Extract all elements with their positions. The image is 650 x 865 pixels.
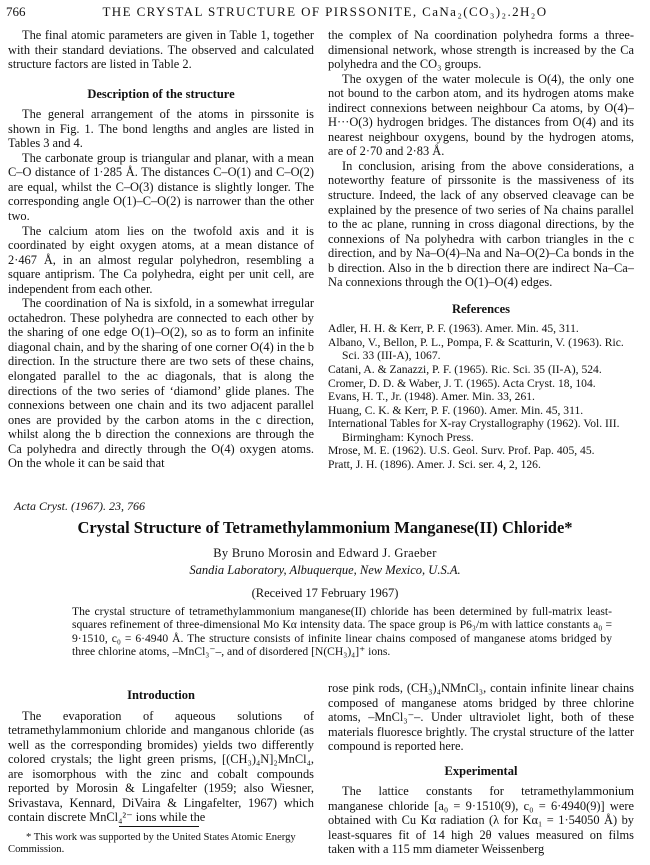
paragraph: rose pink rods, (CH₃)₄NMnCl₃, contain infinite linear chains composed of manganese atoms bridged by three chlorine atoms, –MnCl₃⁻–. Under ultraviolet light, both of these materials fluoresce brightly. The crystal structure of the latter compound is reported here.: [328, 681, 634, 754]
abstract: The crystal structure of tetramethylammonium manganese(II) chloride has been determined by full-matrix least-squares refinement of three-dimensional Mo Kα intensity data. The space group is P6₃/m with lattice constants a₀ = 9·1510, c₀ = 6·4940 Å. The structure consists of infinite linear chains composed of manganese atoms bridged by three chlorine atoms, –MnCl₃⁻–, and of disordered [N(CH₃)₄]⁺ ions.: [72, 605, 612, 659]
reference-item: Huang, C. K. & Kerr, P. F. (1960). Amer. Min. 45, 311.: [328, 403, 584, 417]
paragraph: The oxygen of the water molecule is O(4), the only one not bound to the carbon atom, and its hydrogen atoms make indirect connexions between neighbour Ca atoms, by O(4)–H···O(3) hydrogen bridges. The distances from O(4) and its nearest neighbour oxygens, bound by the hydrogen atoms, are of 2·70 and 2·83 Å.: [328, 71, 634, 159]
section-heading: Experimental: [444, 763, 518, 778]
running-title: THE CRYSTAL STRUCTURE OF PIRSSONITE, CaNa₂(CO₃)₂.2H₂O: [102, 4, 548, 19]
reference-item: Albano, V., Bellon, P. L., Pompa, F. & Scatturin, V. (1963). Ric. Sci. 33 (III-A), 1067.: [328, 335, 624, 363]
section-heading: Description of the structure: [87, 86, 235, 101]
paragraph: The lattice constants for tetramethylammonium manganese chloride [a₀ = 9·1510(9), c₀ = 6·4940(9)] were obtained with Cu Kα radiation (λ for Kα₁ = 1·54050 Å) by least-squares fit of 14 high 2θ values measured on films taken with a 115 mm diameter Weissenberg: [328, 784, 634, 857]
paragraph: In conclusion, arising from the above considerations, a noteworthy feature of pirssonite is the massiveness of its structure. Indeed, the lack of any observed cleavage can be explained by the presence of two series of Na chains parallel to the ac plane, running in cross diagonal directions, by the connexions of Na polyhedra with carbon triangles in the c direction, and by Na–O(4)–Na and Na–O(2)–Ca bonds in the b direction. Also in the b direction there are indirect Na–Ca–Na connexions through the O(1)–O(4) edges.: [328, 158, 634, 290]
article-affiliation: Sandia Laboratory, Albuquerque, New Mexico, U.S.A.: [189, 563, 461, 577]
running-head: [6, 4, 644, 22]
section-heading: Introduction: [127, 688, 195, 702]
article-left-column: [8, 680, 314, 825]
prev-article-left-column: [8, 28, 314, 471]
footnote: * This work was supported by the United States Atomic Energy Commission.: [8, 832, 296, 856]
reference-item: Mrose, M. E. (1962). U.S. Geol. Surv. Prof. Pap. 405, 45.: [328, 444, 595, 458]
reference-item: Adler, H. H. & Kerr, P. F. (1963). Amer. Min. 45, 311.: [328, 322, 579, 336]
article-citation: Acta Cryst. (1967). 23, 766: [14, 499, 145, 513]
paragraph: The final atomic parameters are given in Table 1, together with their standard deviations. The observed and calculated structure factors are listed in Table 2.: [8, 28, 314, 72]
reference-list: [328, 322, 634, 471]
reference-item: Catani, A. & Zanazzi, P. F. (1965). Ric. Sci. 35 (II-A), 524.: [328, 363, 602, 377]
received-date: (Received 17 February 1967): [251, 586, 399, 600]
paragraph: The evaporation of aqueous solutions of tetramethylammonium chloride and manganous chloride (as well as the corresponding bromides) yields two differently colored crystals; the light green prisms, [(CH₃)₄N]₂MnCl₄, are isomorphous with the zinc and cobalt compounds reported by Morosin & Lingafelter (1959; also Wiesner, Srivastava, Kennard, DiVaira & Lingafelter, 1967) which contain discrete MnCl₄²⁻ ions while the: [8, 708, 314, 825]
paragraph: the complex of Na coordination polyhedra forms a three-dimensional network, whose strength is increased by the Ca polyhedra and the CO₃ groups.: [328, 28, 634, 72]
prev-article-right-column: [328, 28, 634, 471]
article-title: Crystal Structure of Tetramethylammonium Manganese(II) Chloride*: [77, 518, 573, 537]
reference-item: Evans, H. T., Jr. (1948). Amer. Min. 33, 261.: [328, 390, 535, 404]
reference-item: Cromer, D. D. & Waber, J. T. (1965). Acta Cryst. 18, 104.: [328, 376, 596, 390]
page-number: 766: [6, 4, 26, 19]
paragraph: The carbonate group is triangular and planar, with a mean C–O distance of 1·285 Å. The distances C–O(1) and C–O(2) are equal, whilst the C–O(3) distance is slightly longer. The corresponding angle O(1)–C–O(2) is narrower than the other two.: [8, 150, 314, 224]
reference-item: Pratt, J. H. (1896). Amer. J. Sci. ser. 4, 2, 126.: [328, 457, 541, 471]
paragraph: The general arrangement of the atoms in pirssonite is shown in Fig. 1. The bond lengths and angles are listed in Tables 3 and 4.: [8, 107, 314, 151]
article-right-column: [328, 681, 634, 857]
article-authors: By Bruno Morosin and Edward J. Graeber: [213, 546, 437, 560]
paragraph: The calcium atom lies on the twofold axis and it is coordinated by eight oxygen atoms, at a mean distance of 2·467 Å, in an almost regular polyhedron, resembling a square antiprism. The Ca polyhedra, eight per unit cell, are independent from each other.: [8, 223, 314, 296]
reference-item: International Tables for X-ray Crystallography (1962). Vol. III. Birmingham: Kynoch Press.: [328, 417, 620, 444]
references-heading: References: [451, 301, 511, 316]
paragraph: The coordination of Na is sixfold, in a somewhat irregular octahedron. These polyhedra are connected to each other by the sharing of one edge O(1)–O(2), so as to form an infinite diagonal chain, and by the sharing of one corner O(4) in the b direction. In the structure there are two sets of these chains, elongated parallel to the ac diagonals, that is along the directions of the two series of ‘diamond’ glide planes. The connexions between one chain and its two adjacent parallel ones are provided by the carbon atoms in the c direction, whilst along the b direction the connexions are through the Ca polyhedra and directly through the O(4) oxygen atoms. On the whole it can be said that: [8, 296, 314, 471]
footnote-rule: [119, 826, 199, 827]
